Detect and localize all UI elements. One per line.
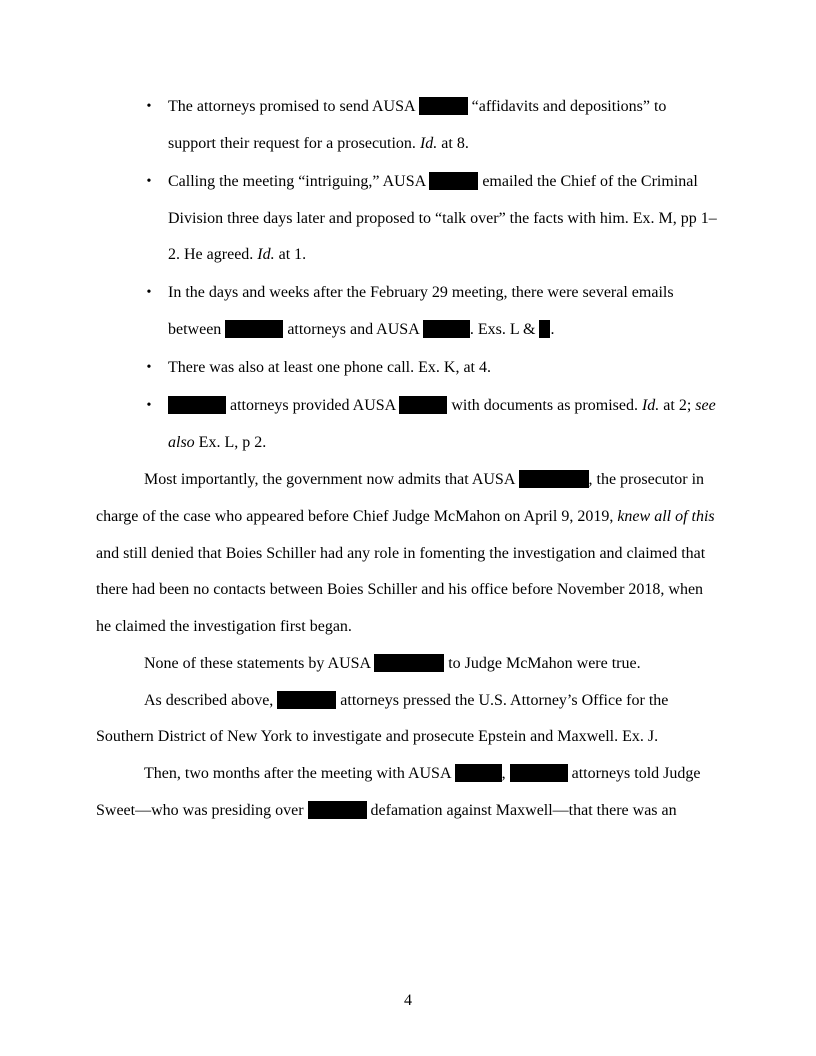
redaction-box — [423, 320, 470, 338]
text-span: None of these statements by AUSA — [144, 655, 375, 672]
bullet-2-line-2 — [168, 209, 717, 229]
redaction-box — [225, 320, 283, 338]
bullet-1-line-2 — [168, 134, 469, 154]
paragraph-4-line-1 — [144, 764, 701, 784]
text-span: charge of the case who appeared before Chief Judge McMahon on April 9, 2019, — [96, 508, 618, 525]
text-span: Southern District of New York to investigate and prosecute Epstein and Maxwell. Ex. J. — [96, 728, 659, 745]
text-span: Sweet—who was presiding over — [96, 802, 308, 819]
paragraph-2-line-1 — [144, 654, 641, 674]
bullet-3-line-1 — [168, 283, 674, 303]
italic-citation: Id. — [257, 246, 275, 263]
text-span: he claimed the investigation first began. — [96, 618, 352, 635]
paragraph-1-line-5 — [96, 617, 352, 637]
text-span: at 8. — [437, 135, 469, 152]
bullet-4-line-1 — [168, 358, 491, 378]
text-span: attorneys pressed the U.S. Attorney’s Office for the — [336, 692, 669, 709]
text-span: support their request for a prosecution. — [168, 135, 420, 152]
redaction-box — [455, 764, 502, 782]
bullet-marker: • — [146, 285, 152, 300]
paragraph-3-line-1 — [144, 691, 668, 711]
text-span: emailed the Chief of the Criminal — [478, 173, 698, 190]
text-span: to Judge McMahon were true. — [444, 655, 641, 672]
paragraph-3-line-2 — [96, 727, 658, 747]
text-span: and still denied that Boies Schiller had any role in fomenting the investigation and claimed that — [96, 545, 706, 562]
text-span: 2. He agreed. — [168, 246, 258, 263]
page-number: 4 — [404, 992, 412, 1009]
italic-citation: Id. — [419, 135, 438, 152]
text-span: Division three days later and proposed to “talk over” the facts with him. Ex. M, pp 1– — [168, 210, 717, 227]
paragraph-1-line-1 — [144, 470, 704, 490]
text-span: Most importantly, the government now admits that AUSA — [144, 471, 519, 488]
bullet-5-line-1 — [168, 396, 716, 416]
text-span: , — [501, 765, 510, 782]
bullet-marker: • — [146, 398, 152, 413]
text-span: As described above, — [144, 692, 278, 709]
bullet-5-line-2 — [168, 433, 266, 453]
paragraph-1-line-4 — [96, 580, 703, 600]
redaction-box — [429, 172, 478, 190]
text-span: Ex. L, p 2. — [194, 434, 267, 451]
bullet-marker: • — [146, 360, 152, 375]
text-span: “affidavits and depositions” to — [467, 98, 667, 115]
text-span: attorneys provided AUSA — [226, 397, 400, 414]
italic-emphasis: knew all of this — [617, 508, 715, 525]
redaction-box — [539, 320, 550, 338]
text-span: defamation against Maxwell—that there was an — [366, 802, 677, 819]
text-span: In the days and weeks after the February 29 meeting, there were several emails — [168, 284, 674, 301]
text-span: at 2; — [659, 397, 696, 414]
redaction-box — [168, 396, 226, 414]
text-span: there had been no contacts between Boies Schiller and his office before November 2018, when — [96, 581, 704, 598]
text-span: attorneys and AUSA — [283, 321, 423, 338]
text-span: , the prosecutor in — [588, 471, 705, 488]
paragraph-1-line-3 — [96, 544, 705, 564]
text-span: Then, two months after the meeting with AUSA — [144, 765, 455, 782]
bullet-marker: • — [146, 99, 152, 114]
text-span: between — [168, 321, 226, 338]
bullet-2-line-3 — [168, 245, 306, 265]
redaction-box — [277, 691, 336, 709]
bullet-marker: • — [146, 174, 152, 189]
text-span: attorneys told Judge — [567, 765, 701, 782]
text-span: Calling the meeting “intriguing,” AUSA — [168, 173, 430, 190]
italic-signal: also — [168, 434, 195, 451]
bullet-3-line-2 — [168, 320, 554, 340]
redaction-box — [374, 654, 444, 672]
bullet-2-line-1 — [168, 172, 698, 192]
text-span: . — [550, 321, 555, 338]
text-span: at 1. — [274, 246, 307, 263]
redaction-box — [419, 97, 468, 115]
text-span: . Exs. L & — [469, 321, 540, 338]
italic-signal: see — [695, 397, 716, 414]
paragraph-4-line-2 — [96, 801, 677, 821]
redaction-box — [510, 764, 568, 782]
paragraph-1-line-2 — [96, 507, 715, 527]
redaction-box — [399, 396, 447, 414]
text-span: There was also at least one phone call. Ex. K, at 4. — [168, 359, 491, 376]
text-span: The attorneys promised to send AUSA — [168, 98, 419, 115]
italic-citation: Id. — [641, 397, 660, 414]
redaction-box — [519, 470, 589, 488]
bullet-1-line-1 — [168, 97, 666, 117]
redaction-box — [308, 801, 367, 819]
text-span: with documents as promised. — [447, 397, 642, 414]
